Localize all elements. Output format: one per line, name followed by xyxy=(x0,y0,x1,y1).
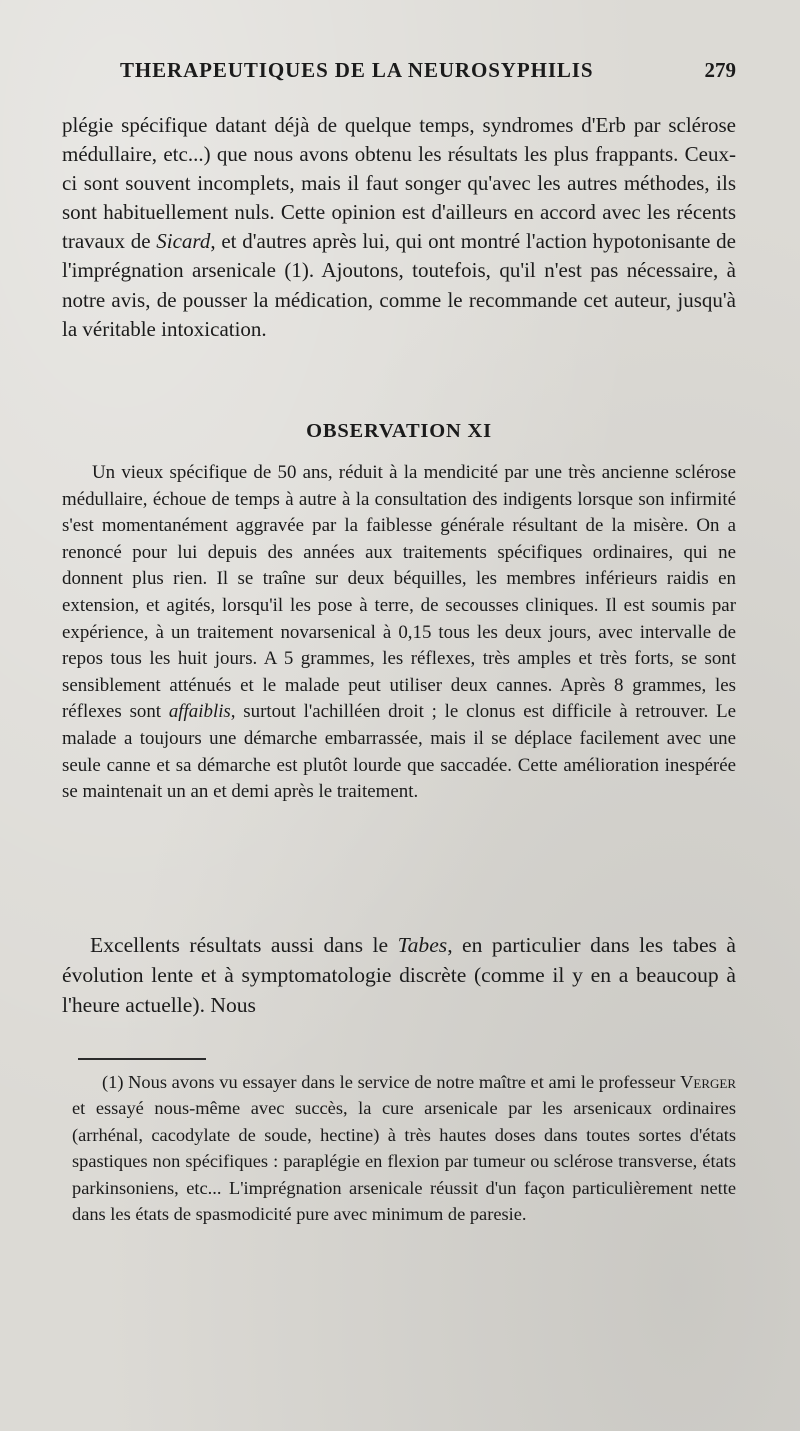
author-name-sicard: Sicard xyxy=(156,229,211,254)
observation-text-part1: Un vieux spécifique de 50 ans, réduit à la mendicité par une très ancienne sclérose médullaire, échoue de temps à autre à la consultation des indigents lorsque son infirmité s'est momentanément aggravée par la faiblesse générale résultant de la misère. On a renoncé pour lui depuis des années aux traitements spécifiques ordinaires, qui ne donnent plus rien. Il se traîne sur deux béquilles, les membres inférieurs raidis en extension, et agités, lorsqu'il les pose à terre, de secousses cliniques. Il est soumis par expérience, à un traitement novarsenical à 0,15 tous les deux jours, avec intervalle de repos tous les huit jours. A 5 grammes, les réflexes, très amples et très forts, se sont sensiblement atténués et le malade peut utiliser deux cannes. Après 8 grammes, les réflexes sont xyxy=(62,462,736,723)
running-title: THERAPEUTIQUES DE LA NEUROSYPHILIS xyxy=(120,58,594,82)
closing-text-part1: Excellents résultats aussi dans le xyxy=(90,933,398,957)
observation-title: OBSERVATION XI xyxy=(306,420,492,442)
closing-paragraph xyxy=(62,930,736,1020)
observation-text-part2: , surtout l'achilléen droit ; le clonus est difficile à retrouver. Le malade a toujours une démarche embarrassée, mais il se déplace facilement avec une seule canne et sa démarche est plutôt lourde que saccadée. Cette amélioration inespérée se maintenait un an et demi après le traitement. xyxy=(62,701,737,803)
footnote xyxy=(72,1069,736,1227)
observation-paragraph xyxy=(62,460,736,806)
intro-text-part1: plégie spécifique datant déjà de quelque temps, syndromes d'Erb par sclérose médullaire, etc...) que nous avons obtenu les résultats les plus frappants. Ceux-ci sont souvent incomplets, mais il faut songer qu'avec les autres méthodes, ils sont habituellement nuls. Cette opinion est d'ailleurs en accord avec les récents travaux de xyxy=(62,113,736,254)
emphasis-affaiblis: affaiblis xyxy=(168,701,231,723)
author-name-verger: Verger xyxy=(680,1072,736,1092)
intro-paragraph xyxy=(62,111,736,344)
emphasis-tabes: Tabes xyxy=(397,933,448,957)
closing-text-part2: , en particulier dans les tabes à évolution lente et à symptomatologie discrète (comme il y en a beaucoup à l'heure actuelle). Nous xyxy=(62,933,736,1017)
footnote-divider xyxy=(78,1058,206,1060)
intro-text-part2: , et d'autres après lui, qui ont montré l'action hypotonisante de l'imprégnation arsenicale (1). Ajoutons, toutefois, qu'il n'est pas nécessaire, à notre avis, de pousser la médication, comme le recommande cet auteur, jusqu'à la véritable intoxication. xyxy=(62,229,737,341)
page-header xyxy=(120,58,736,92)
footnote-text-part1: (1) Nous avons vu essayer dans le service de notre maître et ami le professeur xyxy=(102,1072,681,1092)
footnote-text-part2: et essayé nous-même avec succès, la cure arsenicale par les arsenicaux ordinaires (arrhénal, cacodylate de soude, hectine) à très hautes doses dans toutes sortes d'états spastiques non spécifiques : paraplégie en flexion par tumeur ou sclérose transverse, états parkinsoniens, etc... L'imprégnation arsenicale réussit d'un façon particulièrement nette dans les états de spasmodicité pure avec minimum de paresie. xyxy=(72,1098,736,1225)
page-number: 279 xyxy=(704,58,736,82)
